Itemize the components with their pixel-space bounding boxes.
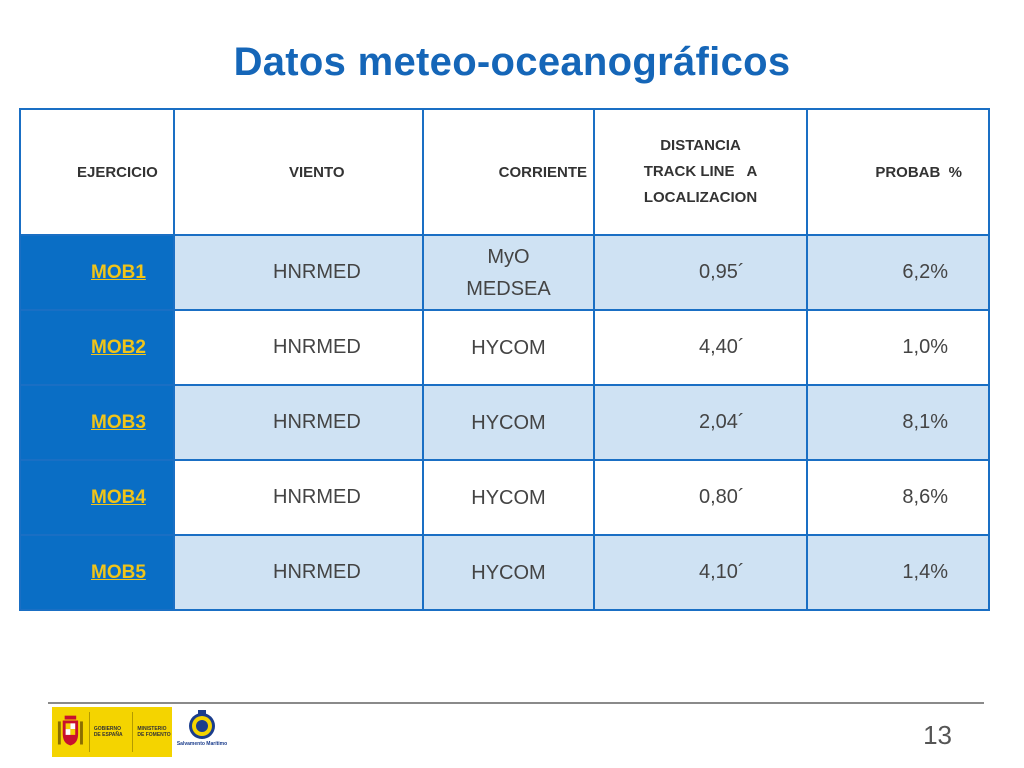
cell-corriente-line1: MyO [487,245,530,268]
cell-probab: 8,6% [807,460,989,535]
mob3-link[interactable]: MOB3 [91,411,146,433]
logo-divider [132,712,133,752]
cell-corriente-line2: MEDSEA [466,277,551,300]
cell-distancia: 0,95´ [594,235,807,310]
cell-corriente: HYCOM [423,460,594,535]
cell-corriente [423,235,594,310]
table-row [20,235,989,310]
cell-corriente: HYCOM [423,310,594,385]
mob2-link[interactable]: MOB2 [91,336,146,358]
ministerio-label: MINISTERIO DE FOMENTO [137,726,171,738]
salvamento-maritimo-logo [174,707,230,757]
header-distancia [594,109,807,235]
header-distancia-line3: LOCALIZACION [643,189,758,206]
header-distancia-line2: TRACK LINE A [643,163,758,180]
header-corriente: CORRIENTE [423,109,594,235]
cell-ejercicio [20,460,174,535]
cell-probab: 1,4% [807,535,989,610]
header-ejercicio: EJERCICIO [20,109,174,235]
header-probab: PROBAB % [807,109,989,235]
cell-ejercicio [20,235,174,310]
slide-title: Datos meteo-oceanográficos [233,40,791,84]
header-distancia-line1: DISTANCIA [660,137,741,154]
table-row [20,535,989,610]
mob4-link[interactable]: MOB4 [91,486,146,508]
cell-distancia: 4,40´ [594,310,807,385]
gobierno-label: GOBIERNO DE ESPAÑA [93,726,123,738]
mob1-link[interactable]: MOB1 [91,261,146,283]
gobierno-logo [52,707,172,757]
coat-of-arms-icon [56,713,85,751]
table-row [20,385,989,460]
cell-distancia: 2,04´ [594,385,807,460]
cell-viento: HNRMED [174,310,423,385]
salvamento-label: Salvamento Marítimo [176,741,228,747]
cell-viento: HNRMED [174,235,423,310]
cell-ejercicio [20,310,174,385]
cell-corriente: HYCOM [423,385,594,460]
cell-probab: 6,2% [807,235,989,310]
cell-probab: 1,0% [807,310,989,385]
logo-divider [89,712,90,752]
cell-distancia: 4,10´ [594,535,807,610]
table-header-row [20,109,989,235]
page-number: 13 [923,720,952,750]
table-row [20,460,989,535]
cell-ejercicio [20,535,174,610]
salvamento-emblem-icon [186,709,218,741]
mob5-link[interactable]: MOB5 [91,561,146,583]
header-viento: VIENTO [174,109,423,235]
cell-ejercicio [20,385,174,460]
cell-viento: HNRMED [174,535,423,610]
table-row [20,310,989,385]
data-table [19,108,990,611]
cell-viento: HNRMED [174,385,423,460]
cell-probab: 8,1% [807,385,989,460]
cell-distancia: 0,80´ [594,460,807,535]
cell-viento: HNRMED [174,460,423,535]
footer-divider [48,702,984,704]
cell-corriente: HYCOM [423,535,594,610]
